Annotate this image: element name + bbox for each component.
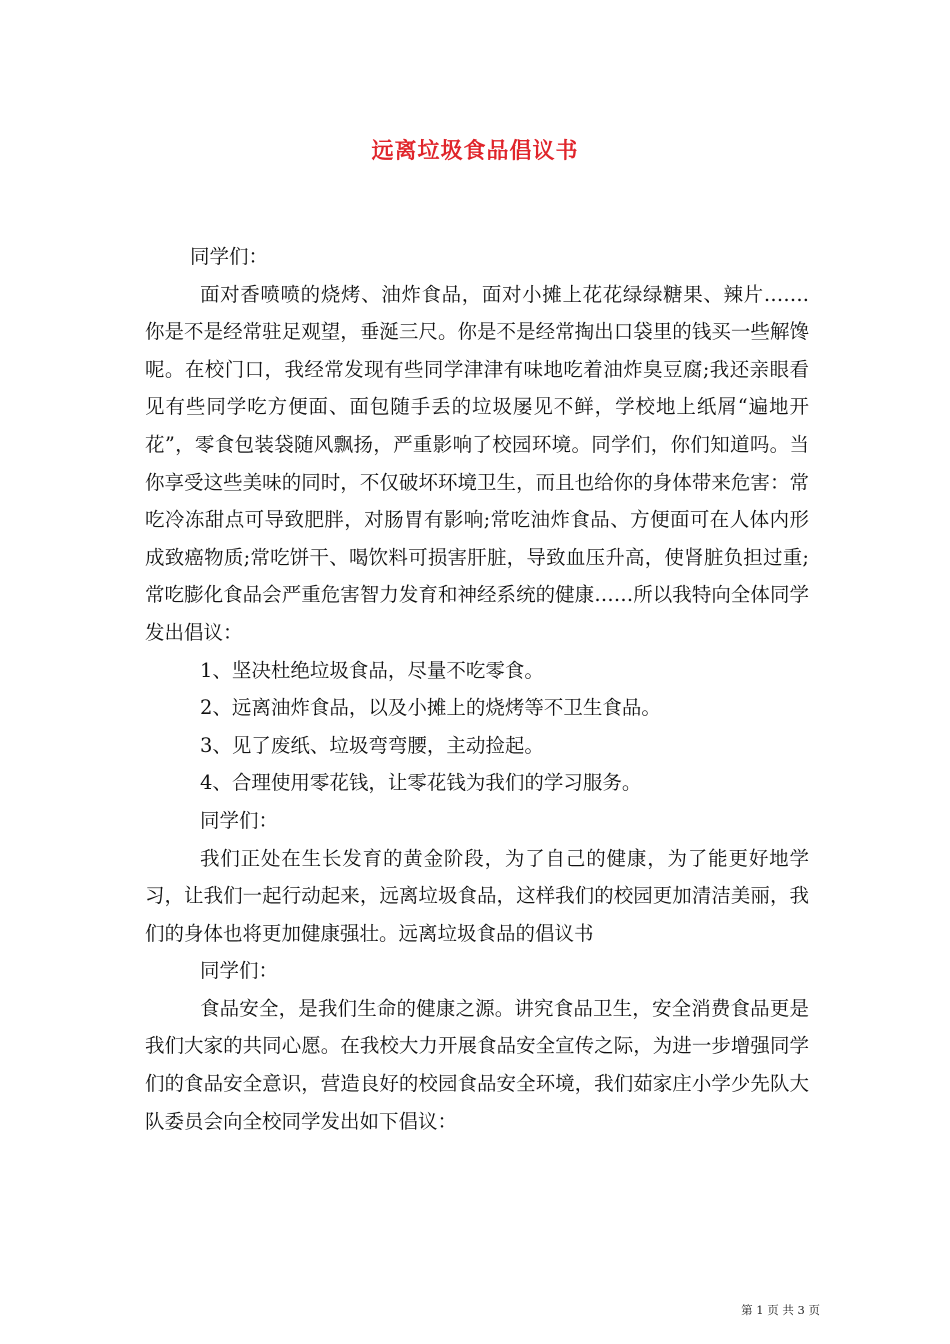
proposal-item: 2、远离油炸食品，以及小摊上的烧烤等不卫生食品。 [200, 696, 661, 720]
page-number: 第 1 页 共 3 页 [741, 1303, 820, 1317]
body-paragraph: 食品安全，是我们生命的健康之源。讲究食品卫生，安全消费食品更是我们大家的共同心愿。在我校大力开展食品安全宣传之际，为进一步增强同学们的食品安全意识，营造良好的校园食品安全环境，我们茹家庄小学少先队大队委员会向全校同学发出如下倡议： [145, 996, 809, 1133]
greeting: 同学们： [200, 959, 279, 983]
proposal-item: 3、见了废纸、垃圾弯弯腰，主动捡起。 [200, 733, 544, 757]
document-body [145, 238, 809, 1140]
greeting: 同学们： [200, 808, 279, 832]
document-title: 远离垃圾食品倡议书 [371, 138, 579, 164]
proposal-item: 4、合理使用零花钱，让零花钱为我们的学习服务。 [200, 771, 642, 795]
proposal-item: 1、坚决杜绝垃圾食品，尽量不吃零食。 [200, 658, 544, 682]
body-paragraph: 我们正处在生长发育的黄金阶段，为了自己的健康，为了能更好地学习，让我们一起行动起来，远离垃圾食品，这样我们的校园更加清洁美丽，我们的身体也将更加健康强壮。远离垃圾食品的倡议书 [145, 846, 809, 945]
body-paragraph: 面对香喷喷的烧烤、油炸食品，面对小摊上花花绿绿糖果、辣片…….你是不是经常驻足观望，垂涎三尺。你是不是经常掏出口袋里的钱买一些解馋呢。在校门口，我经常发现有些同学津津有味地吃着油炸臭豆腐;我还亲眼看见有些同学吃方便面、面包随手丢的垃圾屡见不鲜，学校地上纸屑“遍地开花”，零食包装袋随风飘扬，严重影响了校园环境。同学们，你们知道吗。当你享受这些美味的同时，不仅破坏环境卫生，而且也给你的身体带来危害：常吃冷冻甜点可导致肥胖，对肠胃有影响;常吃油炸食品、方便面可在人体内形成致癌物质;常吃饼干、喝饮料可损害肝脏，导致血压升高，使肾脏负担过重;常吃膨化食品会严重危害智力发育和神经系统的健康……所以我特向全体同学发出倡议： [145, 282, 809, 644]
greeting: 同学们： [190, 245, 269, 268]
